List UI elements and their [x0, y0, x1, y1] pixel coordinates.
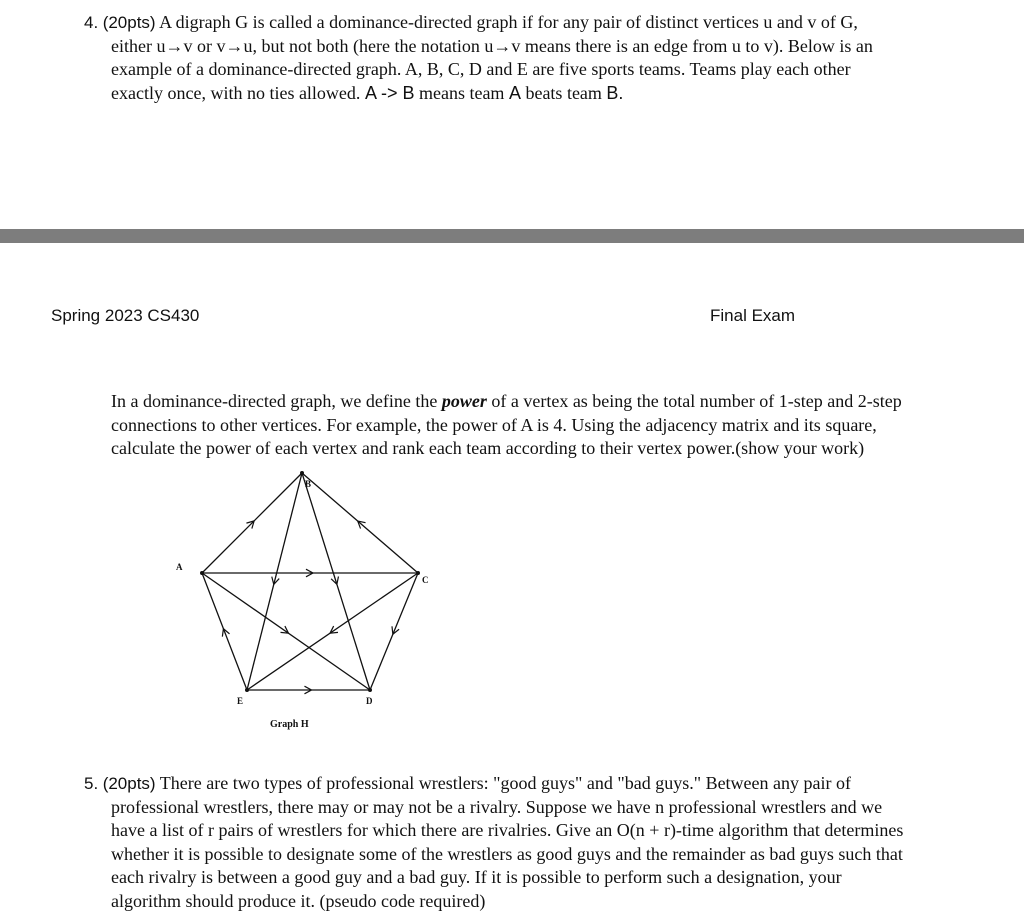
graph-edge-c-b — [302, 473, 418, 573]
question-points: (20pts) — [102, 13, 156, 32]
vertex-label-a: A — [176, 562, 183, 572]
vertex-dot-e — [245, 688, 249, 692]
power-line-1 — [111, 390, 1011, 414]
graph-edge-a-b — [202, 473, 302, 573]
vertex-dot-b — [300, 471, 304, 475]
question-5-line-1 — [84, 772, 1004, 796]
question-text: example of a dominance-directed graph. A, B, C, D and E are five sports teams. Teams play each other — [111, 59, 851, 79]
graph-edge-e-a — [202, 573, 247, 690]
question-text: algorithm should produce it. (pseudo code required) — [111, 890, 486, 911]
question-text-last — [84, 82, 1004, 106]
question-text: There are two types of professional wrestlers: "good guys" and "bad guys." Between any pair of — [159, 773, 852, 793]
vertex-dot-a — [200, 571, 204, 575]
question-4 — [84, 11, 1004, 105]
power-line-3: calculate the power of each vertex and rank each team according to their vertex power.(show your work) — [111, 438, 865, 458]
question-number: 4. — [84, 13, 99, 32]
power-term: power — [441, 391, 487, 411]
arrowhead-icon — [281, 626, 289, 633]
vertex-dot-c — [416, 571, 420, 575]
question-text: means team — [414, 82, 509, 103]
question-text: each rivalry is between a good guy and a bad guy. If it is possible to perform such a designation, your — [111, 867, 842, 887]
vertex-label-c: C — [422, 575, 429, 585]
graph-caption: Graph H — [270, 719, 309, 730]
power-definition — [111, 390, 1011, 461]
question-5 — [84, 772, 1004, 913]
graph-h-diagram — [160, 465, 450, 740]
vertex-label-b: B — [305, 479, 312, 489]
team-name: B. — [606, 82, 624, 103]
graph-edge-b-d — [302, 473, 370, 690]
page-break-divider — [0, 229, 1024, 243]
question-text: beats team — [520, 82, 607, 103]
graph-vertices — [176, 471, 429, 706]
question-text: whether it is possible to designate some of the wrestlers as good guys and the remainder as bad guys such that — [111, 843, 903, 864]
notation-example: A -> B — [364, 82, 415, 103]
question-4-line-1 — [84, 11, 1004, 35]
question-text: professional wrestlers, there may or may not be a rivalry. Suppose we have n professional wrestlers and we — [111, 796, 883, 817]
power-text-post: of a vertex as being the total number of 1-step and 2-step — [486, 391, 902, 411]
power-text-pre: In a dominance-directed graph, we define the — [111, 391, 442, 411]
vertex-dot-d — [368, 688, 372, 692]
question-text: A digraph G is called a dominance-directed graph if for any pair of distinct vertices u and v of G, — [159, 12, 858, 32]
page-header-exam: Final Exam — [710, 306, 796, 325]
team-name: A — [508, 82, 521, 103]
question-points: (20pts) — [102, 774, 156, 793]
graph-edge-c-d — [370, 573, 418, 690]
question-text: have a list of r pairs of wrestlers for which there are rivalries. Give an O(n + r)-time algorithm that determines — [111, 820, 904, 840]
question-text: exactly once, with no ties allowed. — [111, 82, 365, 103]
graph-edges — [202, 473, 418, 694]
question-text: either u→v or v→u, but not both (here the notation u→v means there is an edge from u to v). Below is an — [111, 35, 873, 56]
vertex-label-d: D — [366, 696, 373, 706]
page-header-course: Spring 2023 CS430 — [51, 306, 200, 325]
arrowhead-icon — [330, 626, 338, 633]
question-number: 5. — [84, 774, 99, 793]
vertex-label-e: E — [237, 696, 244, 706]
power-line-2: connections to other vertices. For example, the power of A is 4. Using the adjacency matrix and its square, — [111, 414, 877, 435]
